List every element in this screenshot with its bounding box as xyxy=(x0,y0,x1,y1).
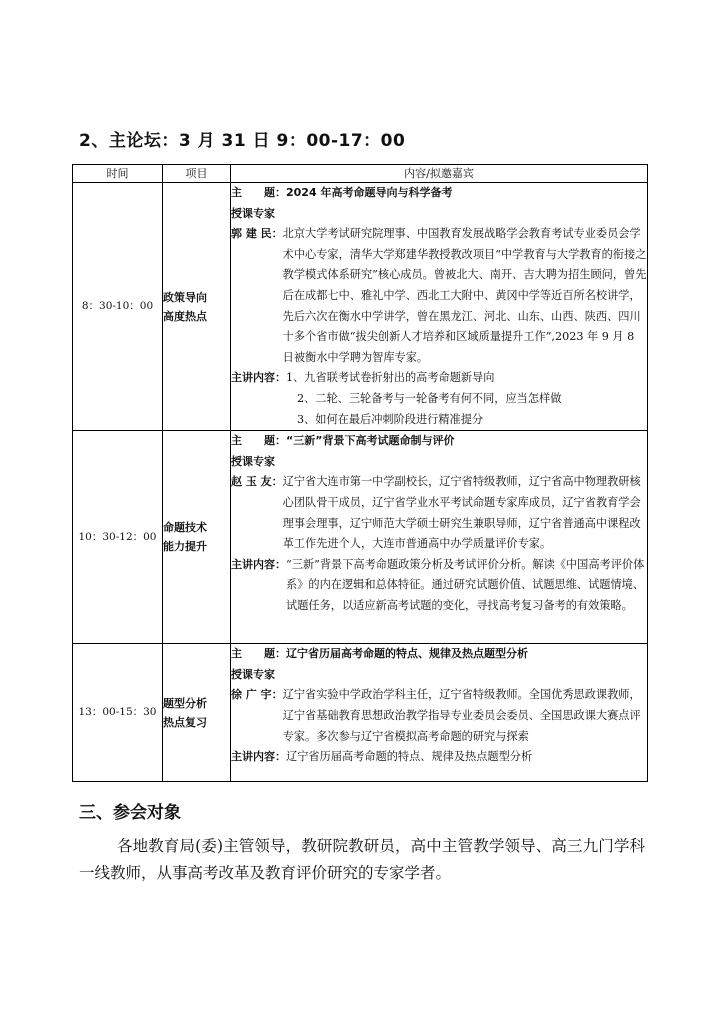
content-point: 1、九省联考试卷折射出的高考命题新导向 xyxy=(286,371,495,385)
project-line: 热点复习 xyxy=(163,715,207,729)
row-content xyxy=(231,183,648,431)
speaker-bio: 辽宁省实验中学政治学科主任，辽宁省特级教师。全国优秀思政课教师，辽宁省基础教育思想政治教学指导专业委员会委员、全国思政课大赛点评专家。多次参与辽宁省模拟高考命题的研究与探索 xyxy=(282,688,641,743)
header-content: 内容/拟邀嘉宾 xyxy=(231,165,648,183)
project-line: 题型分析 xyxy=(163,696,207,710)
topic-line xyxy=(231,644,647,665)
expert-label: 授课专家 xyxy=(231,206,275,220)
topic-label: 主 题： xyxy=(231,647,286,661)
topic-text: “三新”背景下高考试题命制与评价 xyxy=(286,434,455,448)
table-header-row xyxy=(73,165,648,183)
topic-line xyxy=(231,431,647,452)
row-time: 13：00-15：30 xyxy=(73,644,163,782)
topic-label: 主 题： xyxy=(231,434,286,448)
content-block xyxy=(231,368,647,389)
schedule-table xyxy=(72,164,648,782)
table-row xyxy=(73,431,648,644)
content-block xyxy=(231,747,647,768)
content-label: 主讲内容： xyxy=(231,750,286,764)
row-time: 10：30-12：00 xyxy=(73,431,163,644)
attendees-heading: 三、参会对象 xyxy=(79,803,181,823)
table-row xyxy=(73,644,648,782)
row-project xyxy=(163,431,231,644)
row-project xyxy=(163,183,231,431)
project-line: 能力提升 xyxy=(163,540,207,554)
content-block xyxy=(231,555,647,617)
expert-label: 授课专家 xyxy=(231,454,275,468)
speaker-block xyxy=(231,472,647,554)
content-point: 2、二轮、三轮备考与一轮备考有何不同，应当怎样做 xyxy=(297,391,562,405)
project-line: 政策导向 xyxy=(163,290,207,304)
speaker-block xyxy=(231,685,647,747)
row-content xyxy=(231,644,648,782)
attendees-paragraph: 各地教育局(委)主管领导，教研院教研员，高中主管教学领导、高三九门学科一线教师，从事高考改革及教育评价研究的专家学者。 xyxy=(79,837,645,882)
content-label: 主讲内容： xyxy=(231,371,286,385)
content-label: 主讲内容： xyxy=(231,557,286,571)
topic-text: 2024 年高考命题导向与科学备考 xyxy=(286,186,453,199)
header-time: 时间 xyxy=(73,165,163,183)
speaker-name: 赵 玉 友： xyxy=(231,475,283,489)
topic-line xyxy=(231,183,647,204)
content-point: 3、如何在最后冲刺阶段进行精准提分 xyxy=(297,412,484,426)
row-content xyxy=(231,431,648,644)
content-text: “三新”背景下高考命题政策分析及考试评价分析。解读《中国高考评价体系》的内在逻辑和总体特征。通过研究试题价值、试题思维、试题情境、试题任务，以适应新高考试题的变化，寻找高考复习备考的有效策略。 xyxy=(286,557,645,612)
row-time: 8：30-10：00 xyxy=(73,183,163,431)
speaker-block xyxy=(231,224,647,368)
header-project: 项目 xyxy=(163,165,231,183)
section-title: 2、主论坛：3 月 31 日 9：00-17：00 xyxy=(79,131,406,151)
speaker-name: 徐 广 宇： xyxy=(231,688,283,702)
project-line: 命题技术 xyxy=(163,521,207,535)
row-project xyxy=(163,644,231,782)
speaker-bio: 辽宁省大连市第一中学副校长，辽宁省特级教师，辽宁省高中物理教研核心团队骨干成员，辽宁省学业水平考试命题专家库成员，辽宁省教育学会理事会理事，辽宁师范大学硕士研究生兼职导师，辽宁省普通高中课程改革工作先进个人，大连市普通高中办学质量评价专家。 xyxy=(282,475,641,551)
project-line: 高度热点 xyxy=(163,309,207,323)
expert-label: 授课专家 xyxy=(231,667,275,681)
content-text: 辽宁省历届高考命题的特点、规律及热点题型分析 xyxy=(286,750,533,764)
speaker-name: 郭 建 民： xyxy=(231,227,283,241)
topic-text: 辽宁省历届高考命题的特点、规律及热点题型分析 xyxy=(286,647,528,661)
topic-label: 主 题： xyxy=(231,186,286,199)
speaker-bio: 北京大学考试研究院理事、中国教育发展战略学会教育考试专业委员会学术中心专家，清华大学郑建华教授教改项目“中学教育与大学教育的衔接之教学模式体系研究”核心成员。曾被北大、南开、吉大聘为招生顾问，曾先后在成都七中、雅礼中学、西北工大附中、黄冈中学等近百所名校讲学，先后六次在衡水中学讲学，曾在黑龙江、河北、山东、山西、陕西、四川十多个省市做“拔尖创新人才培养和区域质量提升工作”,2023 年 9 月 8 日被衡水中学聘为智库专家。 xyxy=(282,227,647,364)
table-row xyxy=(73,183,648,431)
